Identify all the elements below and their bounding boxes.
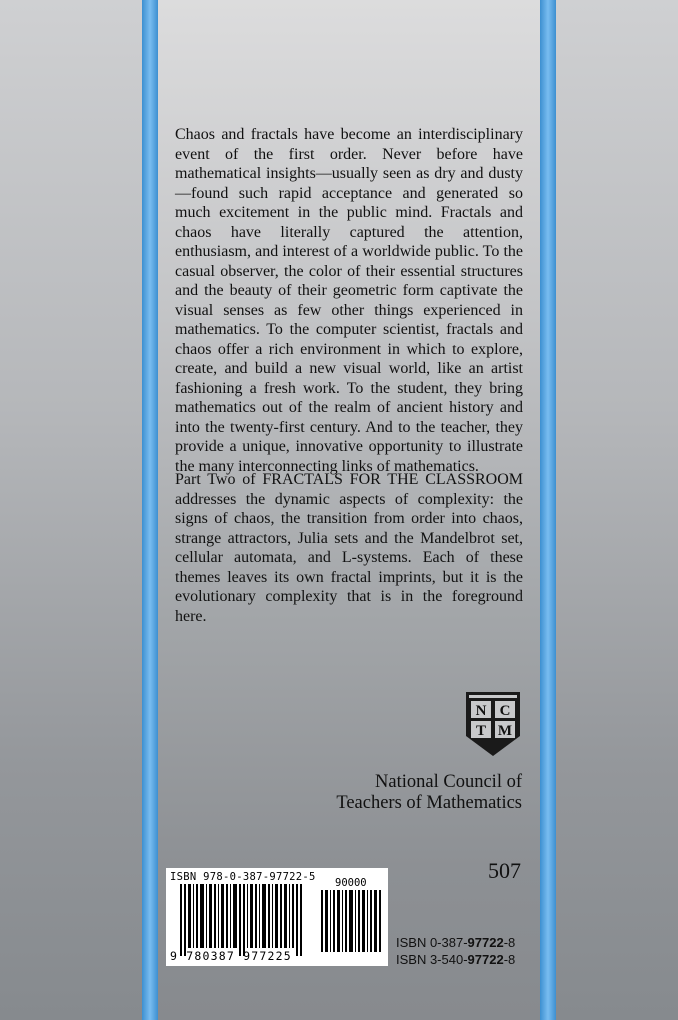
publisher-line-1: National Council of xyxy=(375,772,522,792)
logo-letter-m: M xyxy=(497,723,513,739)
barcode-number: 9 780387 977225 xyxy=(170,949,292,963)
isbn-line-1: ISBN 0-387-97722-8 xyxy=(396,935,516,950)
nctm-logo xyxy=(464,690,522,758)
isbn-line-2: ISBN 3-540-97722-8 xyxy=(396,952,516,967)
logo-letter-c: C xyxy=(499,703,511,719)
barcode-isbn-text: ISBN 978-0-387-97722-5 xyxy=(170,871,316,883)
blurb-paragraph-1: Chaos and fractals have become an interdisciplinary event of the first order. Never before have mathematical insights—usually seen as dry and dusty—found such rapid acceptance and generated so much excitement in the public mind. Fractals and chaos have literally captured the attention, enthusiasm, and interest of a worldwide public. To the casual observer, the color of their essential structures and the beauty of their geometric form captivate the visual senses as few other things experienced in mathematics. To the computer scientist, fractals and chaos offer a rich environment in which to explore, create, and build a new visual world, like an artist fashioning a fresh work. To the student, they bring mathematics out of the realm of ancient history and into the twenty-first century. And to the teacher, they provide a unique, innovative opportunity to illustrate the many interconnecting links of mathematics. xyxy=(175,126,523,475)
right-blue-stripe xyxy=(540,0,556,1020)
isbn-list xyxy=(396,934,515,968)
left-blue-stripe xyxy=(142,0,158,1020)
barcode-addon-bars xyxy=(321,890,383,952)
logo-letter-n: N xyxy=(475,703,487,719)
publisher-name xyxy=(336,772,522,814)
price-code: 507 xyxy=(488,858,521,883)
right-gray-border xyxy=(556,0,678,1020)
left-gray-border xyxy=(0,0,142,1020)
publisher-line-2: Teachers of Mathematics xyxy=(336,793,522,813)
logo-letter-t: T xyxy=(475,723,487,739)
barcode-bars xyxy=(180,884,308,956)
blurb-paragraph-2: Part Two of FRACTALS FOR THE CLASSROOM addresses the dynamic aspects of complexity: the signs of chaos, the transition from order into chaos, strange attractors, Julia sets and the Mandelbrot set, cellular automata, and L-systems. Each of these themes leaves its own fractal imprints, but it is the evolutionary complexity that is in the foreground here. xyxy=(175,471,523,625)
barcode-addon-text: 90000 xyxy=(335,877,367,889)
